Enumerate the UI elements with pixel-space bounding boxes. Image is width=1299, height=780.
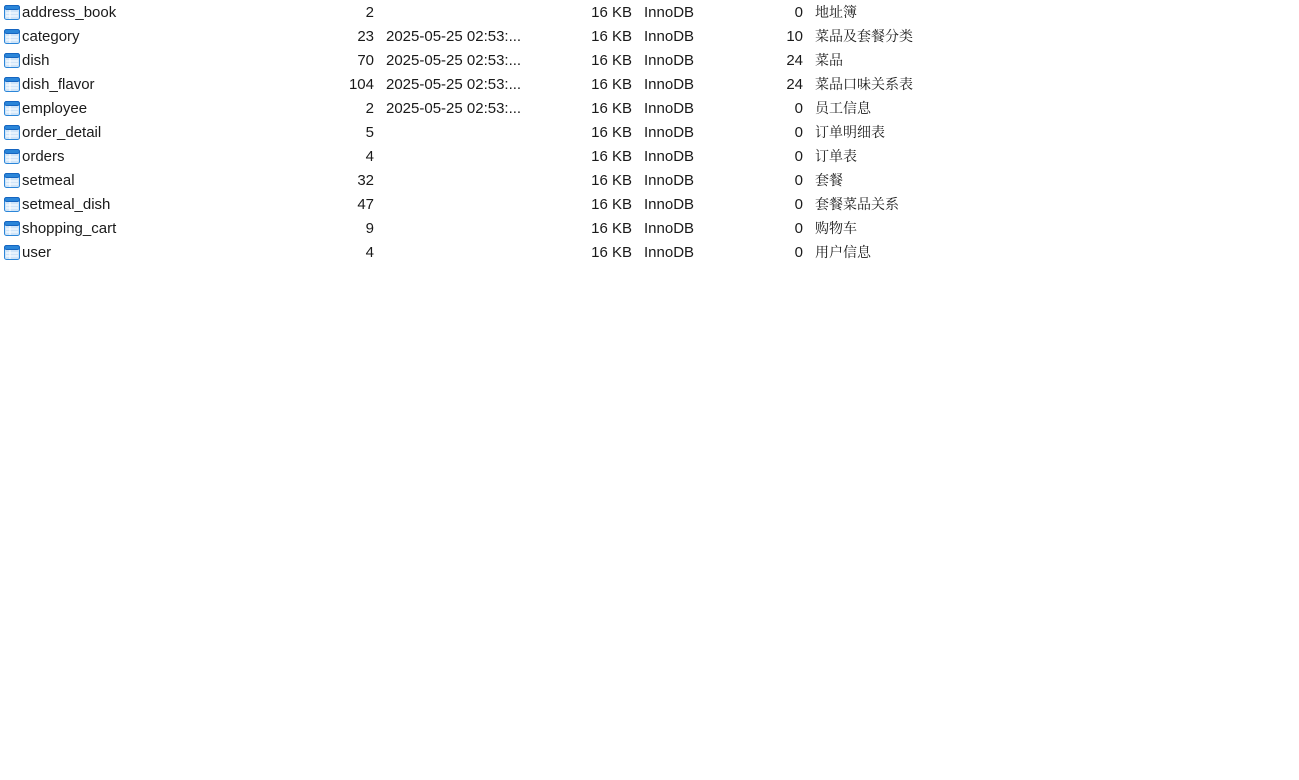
auto-increment: 0	[794, 124, 803, 141]
auto-increment: 0	[794, 244, 803, 261]
table-comment: 订单明细表	[815, 125, 885, 141]
table-comment: 用户信息	[815, 245, 871, 261]
data-size: 16 KB	[591, 148, 632, 165]
engine: InnoDB	[644, 52, 695, 69]
data-size: 16 KB	[591, 172, 632, 189]
data-size: 16 KB	[591, 28, 632, 45]
row-count: 23	[357, 28, 374, 45]
row-count: 4	[365, 148, 374, 165]
table-icon	[4, 149, 20, 164]
auto-increment: 24	[786, 76, 803, 93]
table-name: setmeal_dish	[22, 196, 111, 213]
row-count: 70	[357, 52, 374, 69]
auto-increment: 0	[794, 172, 803, 189]
data-size: 16 KB	[591, 76, 632, 93]
table-row[interactable]	[0, 241, 930, 265]
table-row[interactable]	[0, 217, 930, 241]
table-row[interactable]	[0, 25, 930, 49]
table-row[interactable]	[0, 193, 930, 217]
table-comment: 菜品口味关系表	[815, 77, 913, 93]
engine: InnoDB	[644, 28, 695, 45]
table-row[interactable]	[0, 121, 930, 145]
row-count: 32	[357, 172, 374, 189]
auto-increment: 10	[786, 28, 803, 45]
table-name: user	[22, 244, 52, 261]
table-comment: 菜品及套餐分类	[815, 29, 913, 45]
table-comment: 菜品	[815, 53, 843, 69]
engine: InnoDB	[644, 4, 695, 21]
data-size: 16 KB	[591, 196, 632, 213]
table-icon	[4, 53, 20, 68]
row-count: 104	[348, 76, 374, 93]
row-count: 2	[365, 100, 374, 117]
auto-increment: 0	[794, 196, 803, 213]
table-row[interactable]	[0, 97, 930, 121]
row-count: 47	[357, 196, 374, 213]
row-count: 5	[365, 124, 374, 141]
table-name: dish	[22, 52, 50, 69]
data-size: 16 KB	[591, 244, 632, 261]
table-name: category	[22, 28, 80, 45]
table-comment: 购物车	[815, 221, 857, 237]
modified-date: 2025-05-25 02:53:...	[386, 28, 522, 45]
table-comment: 员工信息	[815, 101, 871, 117]
auto-increment: 0	[794, 100, 803, 117]
table-icon	[4, 125, 20, 140]
auto-increment: 24	[786, 52, 803, 69]
table-comment: 套餐	[815, 173, 843, 189]
modified-date: 2025-05-25 02:53:...	[386, 76, 522, 93]
modified-date: 2025-05-25 02:53:...	[386, 52, 522, 69]
table-name: shopping_cart	[22, 220, 117, 237]
engine: InnoDB	[644, 220, 695, 237]
table-name: setmeal	[22, 172, 75, 189]
engine: InnoDB	[644, 244, 695, 261]
row-count: 9	[365, 220, 374, 237]
table-icon	[4, 5, 20, 20]
table-row[interactable]	[0, 145, 930, 169]
table-comment: 套餐菜品关系	[815, 197, 899, 213]
data-size: 16 KB	[591, 100, 632, 117]
table-icon	[4, 29, 20, 44]
table-name: order_detail	[22, 124, 102, 141]
engine: InnoDB	[644, 76, 695, 93]
engine: InnoDB	[644, 124, 695, 141]
table-icon	[4, 221, 20, 236]
auto-increment: 0	[794, 220, 803, 237]
auto-increment: 0	[794, 148, 803, 165]
engine: InnoDB	[644, 172, 695, 189]
table-comment: 地址簿	[815, 5, 857, 21]
table-row[interactable]	[0, 1, 930, 25]
engine: InnoDB	[644, 148, 695, 165]
data-size: 16 KB	[591, 124, 632, 141]
data-size: 16 KB	[591, 52, 632, 69]
table-name: employee	[22, 100, 88, 117]
table-row[interactable]	[0, 169, 930, 193]
table-comment: 订单表	[815, 149, 857, 165]
row-count: 4	[365, 244, 374, 261]
table-name: dish_flavor	[22, 76, 95, 93]
table-row[interactable]	[0, 49, 930, 73]
table-icon	[4, 77, 20, 92]
modified-date: 2025-05-25 02:53:...	[386, 100, 522, 117]
table-icon	[4, 101, 20, 116]
table-icon	[4, 197, 20, 212]
engine: InnoDB	[644, 196, 695, 213]
table-icon	[4, 245, 20, 260]
row-count: 2	[365, 4, 374, 21]
table-name: orders	[22, 148, 65, 165]
data-size: 16 KB	[591, 220, 632, 237]
table-row[interactable]	[0, 73, 930, 97]
data-size: 16 KB	[591, 4, 632, 21]
table-icon	[4, 173, 20, 188]
engine: InnoDB	[644, 100, 695, 117]
table-name: address_book	[22, 4, 117, 21]
auto-increment: 0	[794, 4, 803, 21]
